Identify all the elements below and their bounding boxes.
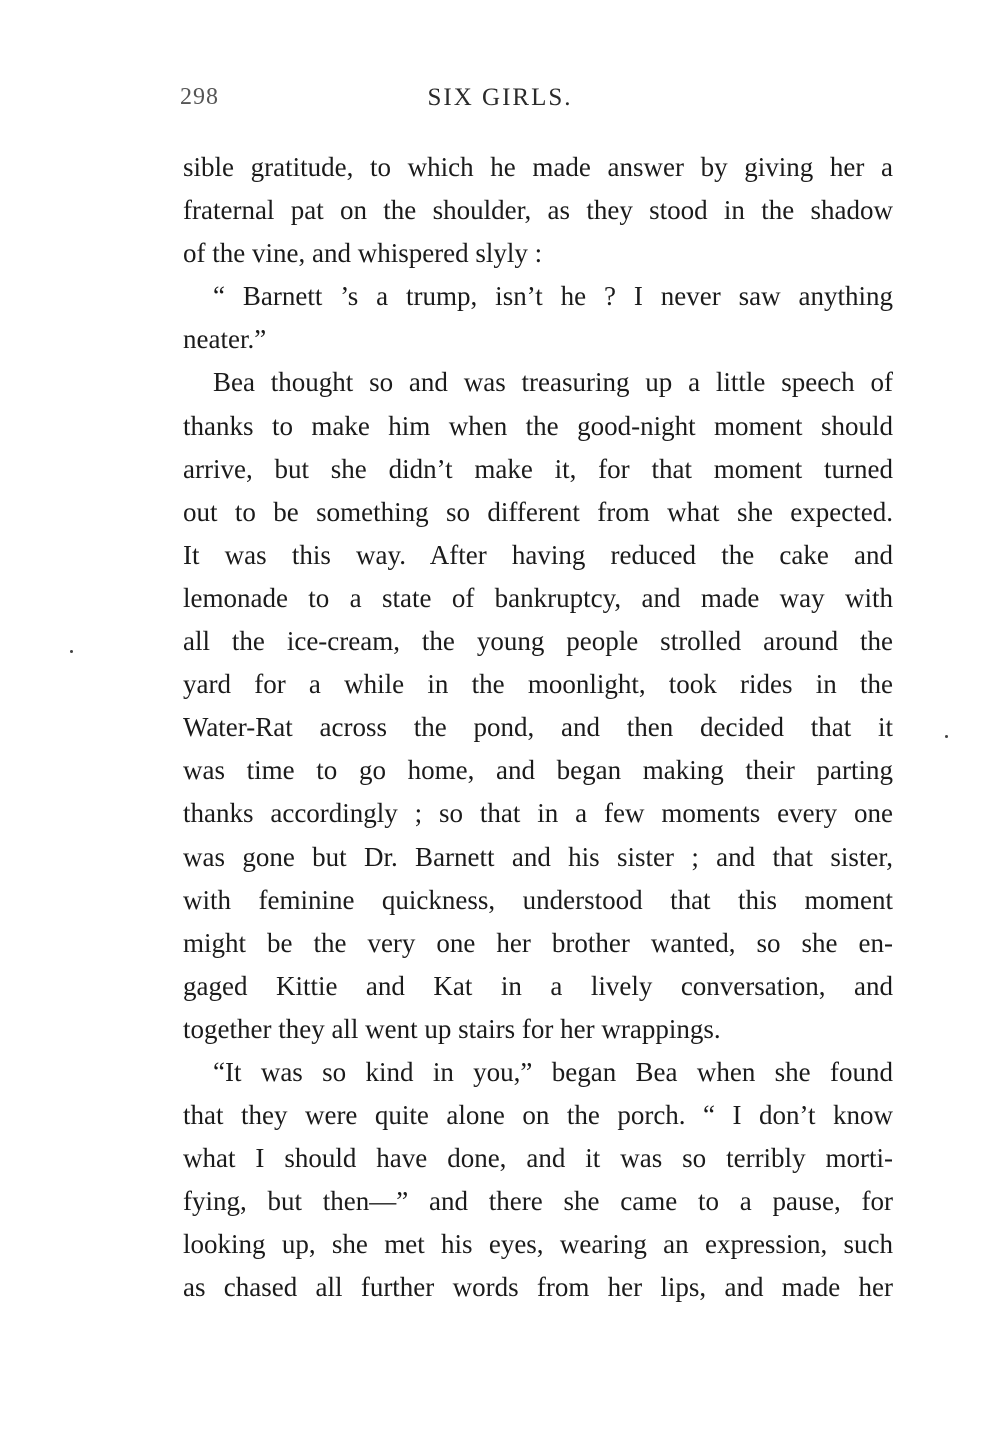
text-line: together they all went up stairs for her wrappings.	[183, 1013, 721, 1044]
text-line: gaged Kittie and Kat in a lively conversation, and	[183, 970, 893, 1001]
text-line: arrive, but she didn’t make it, for that moment turned	[183, 453, 893, 484]
text-line: lemonade to a state of bankruptcy, and made way with	[183, 582, 893, 613]
text-line: It was this way. After having reduced the cake and	[183, 539, 893, 570]
text-line: was time to go home, and began making their parting	[183, 755, 893, 786]
text-line: Water-Rat across the pond, and then decided that it	[183, 712, 893, 743]
text-line: sible gratitude, to which he made answer by giving her a	[183, 152, 893, 182]
scan-speck	[70, 650, 73, 653]
text-line: yard for a while in the moonlight, took rides in the	[183, 669, 893, 700]
running-title: SIX GIRLS.	[427, 84, 573, 111]
text-line: might be the very one her brother wanted, so she en-	[183, 927, 893, 958]
text-line: out to be something so different from what she expected.	[183, 496, 893, 527]
text-line: looking up, she met his eyes, wearing an expression, such	[183, 1229, 893, 1260]
text-line: that they were quite alone on the porch. “ I don’t know	[183, 1100, 893, 1131]
text-line: Bea thought so and was treasuring up a little speech of	[213, 367, 893, 398]
text-line: “It was so kind in you,” began Bea when she found	[213, 1056, 893, 1087]
text-line: with feminine quickness, understood that this moment	[183, 884, 893, 915]
text-line: “ Barnett ’s a trump, isn’t he ? I never saw anything	[213, 281, 893, 312]
text-line: thanks accordingly ; so that in a few moments every one	[183, 798, 893, 829]
text-line: neater.”	[183, 324, 267, 355]
text-line: all the ice-cream, the young people strolled around the	[183, 626, 893, 657]
text-line: fraternal pat on the shoulder, as they stood in the shadow	[183, 195, 893, 226]
text-line: as chased all further words from her lips, and made her	[183, 1272, 893, 1303]
scan-speck	[945, 735, 948, 738]
text-line: was gone but Dr. Barnett and his sister ; and that sister,	[183, 841, 893, 872]
text-line: of the vine, and whispered slyly :	[183, 238, 543, 269]
text-line: what I should have done, and it was so terribly morti-	[183, 1143, 893, 1174]
text-line: fying, but then—” and there she came to a pause, for	[183, 1186, 893, 1217]
text-line: thanks to make him when the good-night moment should	[183, 410, 893, 441]
page-number: 298	[180, 84, 219, 110]
body-text	[183, 146, 893, 1310]
